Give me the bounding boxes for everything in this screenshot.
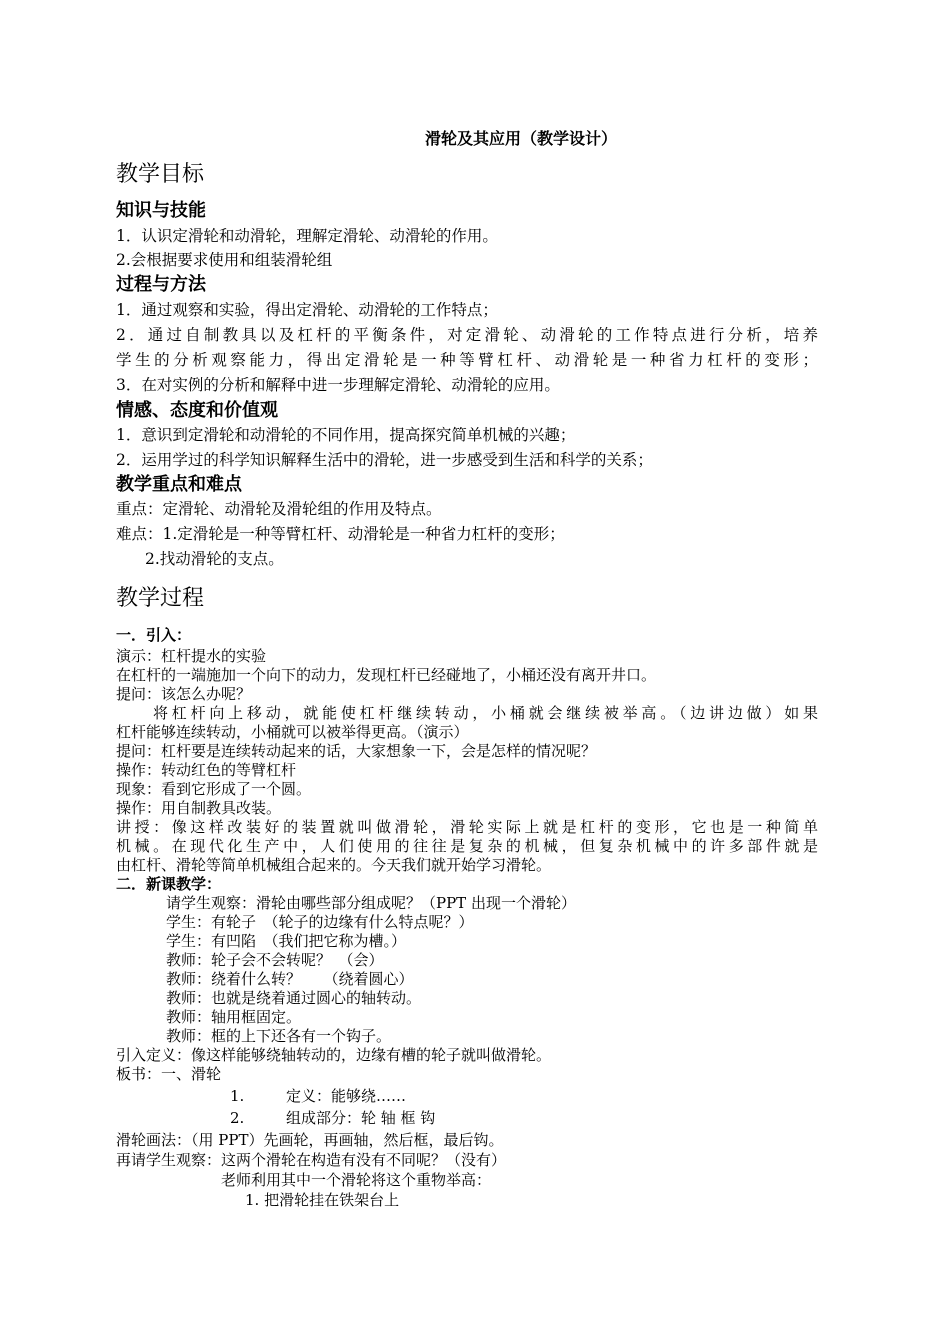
process-line-2: 2．通过自制教具以及杠杆的平衡条件，对定滑轮、动滑轮的工作特点进行分析，培养 (116, 326, 818, 344)
board-item-1-number: 1. (230, 1087, 245, 1105)
intro-line-9: 操作：用自制教具改装。 (116, 799, 282, 817)
board-heading: 板书：一、滑轮 (116, 1065, 222, 1083)
intro-line-5: 杠杆能够连续转动，小桶就可以被举得更高。（演示） (116, 723, 469, 741)
dialog-line-1: 请学生观察：滑轮由哪些部分组成呢？（PPT 出现一个滑轮） (166, 894, 576, 912)
process-line-3: 学生的分析观察能力，得出定滑轮是一种等臂杠杆、动滑轮是一种省力杠杆的变形； (116, 351, 818, 369)
heading-new-lesson: 二．新课教学： (116, 875, 222, 893)
dialog-line-6: 教师：也就是绕着通过圆心的轴转动。 (166, 989, 422, 1007)
intro-line-2: 在杠杆的一端施加一个向下的动力，发现杠杆已经碰地了，小桶还没有离开井口。 (116, 666, 657, 684)
keypoint-line-3: 2.找动滑轮的支点。 (145, 550, 284, 568)
document-title: 滑轮及其应用（教学设计） (425, 129, 618, 148)
intro-line-8: 现象：看到它形成了一个圆。 (116, 780, 312, 798)
knowledge-line-1: 1．认识定滑轮和动滑轮，理解定滑轮、动滑轮的作用。 (116, 227, 498, 245)
intro-line-10: 讲授：像这样改装好的装置就叫做滑轮，滑轮实际上就是杠杆的变形，它也是一种简单 (116, 818, 818, 836)
board-item-1-text: 定义：能够绕…… (286, 1087, 407, 1105)
keypoint-line-2: 难点：1.定滑轮是一种等臂杠杆、动滑轮是一种省力杠杆的变形； (116, 525, 565, 543)
dialog-line-7: 教师：轴用框固定。 (166, 1008, 302, 1026)
keypoint-line-1: 重点：定滑轮、动滑轮及滑轮组的作用及特点。 (116, 500, 442, 518)
dialog-line-3: 学生：有凹陷 （我们把它称为槽。） (166, 932, 407, 950)
intro-line-3: 提问：该怎么办呢？ (116, 685, 252, 703)
knowledge-line-2: 2.会根据要求使用和组装滑轮组 (116, 251, 333, 269)
definition-line: 引入定义：像这样能够绕轴转动的，边缘有槽的轮子就叫做滑轮。 (116, 1046, 552, 1064)
dialog-line-2: 学生：有轮子 （轮子的边缘有什么特点呢？） (166, 913, 474, 931)
heading-introduction: 一．引入： (116, 626, 192, 644)
dialog-line-5: 教师：绕着什么转？ （绕着圆心） (166, 970, 414, 988)
heading-teaching-process: 教学过程 (116, 586, 205, 611)
teacher-lift-line: 老师利用其中一个滑轮将这个重物举高： (221, 1171, 492, 1189)
board-item-2-text: 组成部分：轮 轴 框 钩 (286, 1109, 436, 1127)
intro-line-7: 操作：转动红色的等臂杠杆 (116, 761, 297, 779)
drawing-method-line: 滑轮画法：（用 PPT）先画轮，再画轴，然后框，最后钩。 (116, 1131, 504, 1149)
observe-again-line: 再请学生观察：这两个滑轮在构造有没有不同呢？（没有） (116, 1151, 507, 1169)
intro-line-12: 由杠杆、滑轮等简单机械组合起来的。今天我们就开始学习滑轮。 (116, 856, 552, 874)
emotion-line-1: 1．意识到定滑轮和动滑轮的不同作用，提高探究简单机械的兴趣； (116, 426, 576, 444)
intro-line-4: 将杠杆向上移动，就能使杠杆继续转动，小桶就会继续被举高。（边讲边做）如果 (153, 704, 818, 722)
process-line-4: 3．在对实例的分析和解释中进一步理解定滑轮、动滑轮的应用。 (116, 376, 560, 394)
heading-emotion-values: 情感、态度和价值观 (116, 400, 278, 421)
dialog-line-8: 教师：框的上下还各有一个钩子。 (166, 1027, 392, 1045)
dialog-line-4: 教师：轮子会不会转呢？ （会） (166, 951, 384, 969)
heading-process-methods: 过程与方法 (116, 274, 206, 295)
process-line-1: 1．通过观察和实验，得出定滑轮、动滑轮的工作特点； (116, 301, 498, 319)
intro-line-6: 提问：杠杆要是连续转动起来的话，大家想象一下，会是怎样的情况呢？ (116, 742, 597, 760)
intro-line-1: 演示：杠杆提水的实验 (116, 647, 267, 665)
board-item-2-number: 2. (230, 1109, 245, 1127)
heading-teaching-goals: 教学目标 (116, 162, 205, 187)
emotion-line-2: 2．运用学过的科学知识解释生活中的滑轮，进一步感受到生活和科学的关系； (116, 451, 653, 469)
heading-knowledge-skills: 知识与技能 (116, 200, 206, 221)
intro-line-11: 机械。在现代化生产中，人们使用的往往是复杂的机械，但复杂机械中的许多部件就是 (116, 837, 818, 855)
heading-key-difficult-points: 教学重点和难点 (116, 474, 242, 495)
step-1-line: 1. 把滑轮挂在铁架台上 (245, 1191, 400, 1209)
